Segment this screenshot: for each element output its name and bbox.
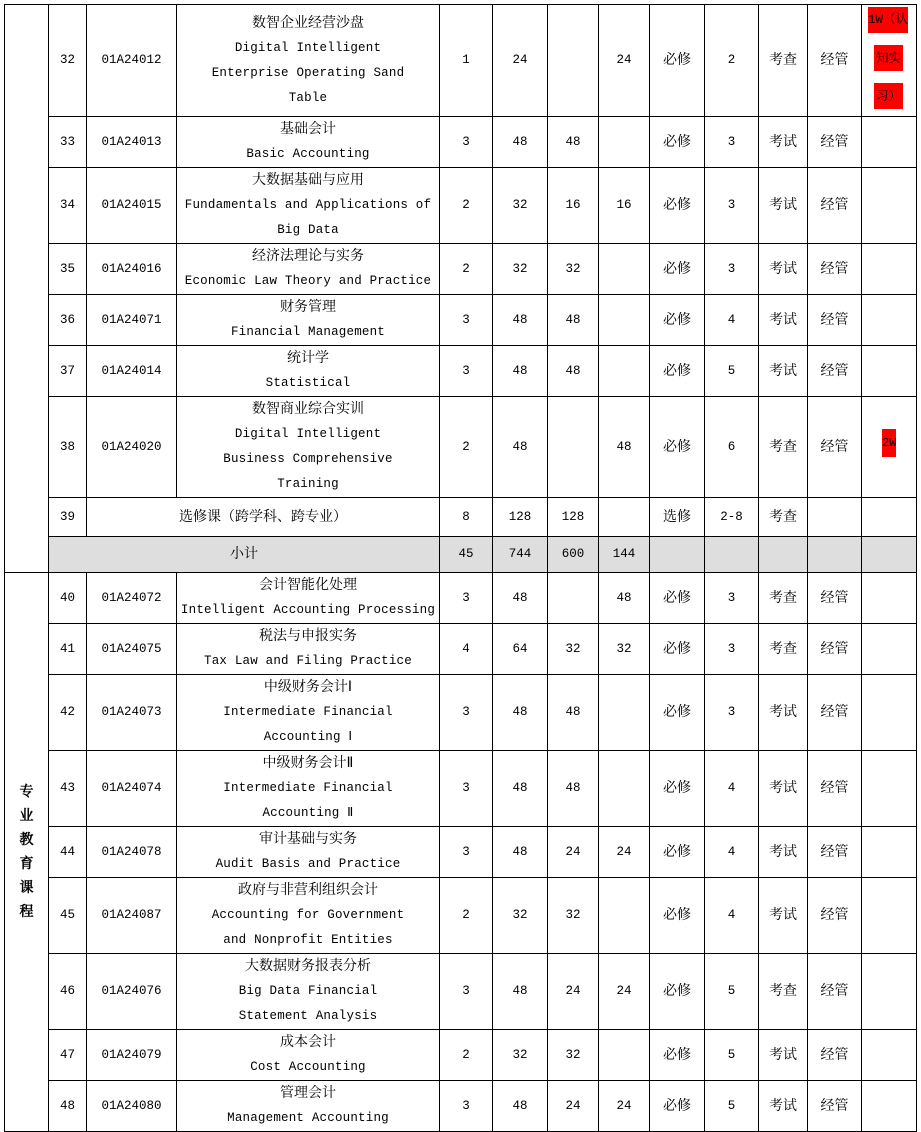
note-cell [862,1081,917,1132]
semester: 3 [705,117,759,168]
table-row [5,1030,917,1081]
course-name-en: Big Data Financial Statement Analysis [238,984,378,1023]
course-name-en: Accounting for Government and Nonprofit Entities [211,908,405,947]
practice-hours [599,117,650,168]
row-number: 44 [49,827,87,878]
credits: 3 [440,827,493,878]
course-code: 01A24071 [87,295,177,346]
practice-hours [599,675,650,751]
department: 经管 [808,168,862,244]
semester: 3 [705,168,759,244]
row-number: 45 [49,878,87,954]
row-number: 37 [49,346,87,397]
table-row [5,346,917,397]
credits: 8 [440,498,493,537]
credits: 3 [440,346,493,397]
course-name-en: Financial Management [230,325,386,339]
table-row [5,573,917,624]
course-name-en: Intermediate Financial Accounting Ⅰ [223,705,393,744]
assessment: 考试 [759,244,808,295]
course-name-en: Economic Law Theory and Practice [184,274,432,288]
credits: 3 [440,1081,493,1132]
course-name-cn: 政府与非营利组织会计 [238,882,378,898]
assessment: 考查 [759,624,808,675]
course-name-en: Management Accounting [227,1111,389,1125]
total-hours: 64 [493,624,548,675]
practice-hours [599,1030,650,1081]
category-text: 专业教育课程 [19,783,34,920]
credits: 2 [440,1030,493,1081]
credits: 2 [440,244,493,295]
course-name-cn: 税法与申报实务 [259,628,357,644]
course-type: 必修 [650,954,705,1030]
course-name-cell [177,1081,440,1132]
practice-hours: 24 [599,1081,650,1132]
theory-hours: 32 [548,624,599,675]
total-hours: 48 [493,295,548,346]
course-code: 01A24013 [87,117,177,168]
course-type: 选修 [650,498,705,537]
note-cell [862,954,917,1030]
note-cell [862,498,917,537]
subtotal-practice: 144 [599,537,650,573]
total-hours: 48 [493,346,548,397]
assessment: 考试 [759,878,808,954]
course-name-en: Statistical [265,376,351,390]
credits: 2 [440,168,493,244]
department: 经管 [808,751,862,827]
table-row [5,878,917,954]
subtotal-empty [862,537,917,573]
course-name-cell [177,675,440,751]
table-row [5,168,917,244]
course-name-en: Audit Basis and Practice [215,857,401,871]
practice-hours [599,244,650,295]
semester: 6 [705,397,759,498]
subtotal-theory: 600 [548,537,599,573]
course-code: 01A24012 [87,5,177,117]
course-type: 必修 [650,244,705,295]
course-code: 01A24072 [87,573,177,624]
semester: 5 [705,1081,759,1132]
theory-hours [548,573,599,624]
table-row [5,675,917,751]
row-number: 34 [49,168,87,244]
assessment: 考试 [759,346,808,397]
row-number: 47 [49,1030,87,1081]
note-cell [862,573,917,624]
semester: 5 [705,954,759,1030]
row-number: 40 [49,573,87,624]
course-name-cell [177,878,440,954]
course-table [4,4,917,1132]
row-number: 38 [49,397,87,498]
course-code: 01A24079 [87,1030,177,1081]
course-name-en: Basic Accounting [246,147,370,161]
subtotal-hours: 744 [493,537,548,573]
table-row [5,827,917,878]
total-hours: 48 [493,751,548,827]
department: 经管 [808,878,862,954]
course-name-en: Digital Intelligent Enterprise Operating Sand Table [211,40,405,105]
row-number: 36 [49,295,87,346]
course-type: 必修 [650,573,705,624]
department: 经管 [808,346,862,397]
note-highlight: 习） [874,83,903,109]
theory-hours: 48 [548,346,599,397]
row-number: 48 [49,1081,87,1132]
semester: 3 [705,675,759,751]
course-type: 必修 [650,295,705,346]
table-row [5,751,917,827]
course-code: 01A24075 [87,624,177,675]
course-type: 必修 [650,346,705,397]
practice-hours [599,295,650,346]
department: 经管 [808,1030,862,1081]
course-type: 必修 [650,878,705,954]
theory-hours: 48 [548,751,599,827]
note-cell [862,675,917,751]
course-code: 01A24074 [87,751,177,827]
course-name-cn: 会计智能化处理 [259,577,357,593]
department [808,498,862,537]
course-code: 01A24078 [87,827,177,878]
theory-hours [548,397,599,498]
course-name-cn: 数智商业综合实训 [252,401,364,417]
row-number: 41 [49,624,87,675]
note-highlight: 2W [882,429,896,457]
theory-hours: 24 [548,827,599,878]
assessment: 考试 [759,675,808,751]
assessment: 考试 [759,1081,808,1132]
table-row [5,1081,917,1132]
course-name-cn: 大数据财务报表分析 [245,958,371,974]
practice-hours: 48 [599,573,650,624]
department: 经管 [808,295,862,346]
category-cell-empty [5,5,49,573]
course-name-cell [177,624,440,675]
table-row [5,397,917,498]
row-number: 33 [49,117,87,168]
course-name-cn: 成本会计 [280,1034,336,1050]
course-name-cn: 基础会计 [280,121,336,137]
department: 经管 [808,5,862,117]
course-type: 必修 [650,751,705,827]
course-type: 必修 [650,117,705,168]
course-code: 01A24076 [87,954,177,1030]
credits: 1 [440,5,493,117]
row-number: 46 [49,954,87,1030]
course-code: 01A24087 [87,878,177,954]
total-hours: 48 [493,1081,548,1132]
practice-hours [599,346,650,397]
practice-hours: 24 [599,827,650,878]
row-number: 39 [49,498,87,537]
table-row [5,498,917,537]
semester: 5 [705,1030,759,1081]
total-hours: 24 [493,5,548,117]
department: 经管 [808,827,862,878]
course-name-cell [177,244,440,295]
course-name-cell [177,117,440,168]
row-number: 43 [49,751,87,827]
course-name-cn: 数智企业经营沙盘 [252,14,364,31]
course-name-cell [177,827,440,878]
total-hours: 48 [493,117,548,168]
course-type: 必修 [650,5,705,117]
practice-hours: 32 [599,624,650,675]
semester: 2-8 [705,498,759,537]
credits: 3 [440,751,493,827]
course-code: 01A24015 [87,168,177,244]
note-cell [862,827,917,878]
semester: 4 [705,827,759,878]
note-cell [862,751,917,827]
course-name-en: Intelligent Accounting Processing [180,603,436,617]
subtotal-credits: 45 [440,537,493,573]
course-name-cn: 选修课（跨学科、跨专业） [87,498,440,537]
department: 经管 [808,244,862,295]
total-hours: 128 [493,498,548,537]
department: 经管 [808,1081,862,1132]
assessment: 考查 [759,397,808,498]
credits: 3 [440,954,493,1030]
course-code: 01A24014 [87,346,177,397]
credits: 3 [440,675,493,751]
subtotal-empty [650,537,705,573]
course-name-cn: 财务管理 [280,299,336,315]
semester: 3 [705,244,759,295]
course-code: 01A24080 [87,1081,177,1132]
row-number: 42 [49,675,87,751]
department: 经管 [808,954,862,1030]
course-name-en: Intermediate Financial Accounting Ⅱ [223,781,393,820]
theory-hours: 32 [548,244,599,295]
table-row [5,295,917,346]
table-row [5,244,917,295]
semester: 4 [705,295,759,346]
table-row [5,5,917,117]
total-hours: 32 [493,244,548,295]
course-name-cn: 审计基础与实务 [259,831,357,847]
theory-hours: 32 [548,878,599,954]
total-hours: 32 [493,1030,548,1081]
subtotal-empty [705,537,759,573]
assessment: 考试 [759,117,808,168]
course-type: 必修 [650,1030,705,1081]
practice-hours [599,878,650,954]
course-name-cell [177,168,440,244]
row-number: 35 [49,244,87,295]
department: 经管 [808,573,862,624]
theory-hours: 24 [548,1081,599,1132]
assessment: 考试 [759,827,808,878]
note-cell [862,1030,917,1081]
subtotal-label: 小计 [49,537,440,573]
table-row [5,117,917,168]
total-hours: 48 [493,397,548,498]
credits: 3 [440,573,493,624]
practice-hours: 24 [599,954,650,1030]
department: 经管 [808,675,862,751]
course-name-cell [177,397,440,498]
total-hours: 48 [493,675,548,751]
assessment: 考试 [759,168,808,244]
theory-hours: 16 [548,168,599,244]
subtotal-empty [759,537,808,573]
department: 经管 [808,624,862,675]
table-row [5,954,917,1030]
course-type: 必修 [650,168,705,244]
credits: 4 [440,624,493,675]
course-name-cn: 统计学 [287,350,329,366]
course-type: 必修 [650,397,705,498]
course-name-cell [177,954,440,1030]
assessment: 考查 [759,573,808,624]
theory-hours: 128 [548,498,599,537]
theory-hours [548,5,599,117]
theory-hours: 24 [548,954,599,1030]
course-name-en: Cost Accounting [250,1060,366,1074]
semester: 4 [705,878,759,954]
subtotal-row [5,537,917,573]
credits: 3 [440,117,493,168]
note-highlight: 知实 [874,45,903,71]
course-type: 必修 [650,675,705,751]
note-highlight: 1W（认 [868,7,908,33]
theory-hours: 32 [548,1030,599,1081]
note-cell [862,168,917,244]
course-type: 必修 [650,1081,705,1132]
note-cell [862,397,917,498]
course-name-cn: 管理会计 [280,1085,336,1101]
semester: 3 [705,573,759,624]
course-name-cell [177,1030,440,1081]
total-hours: 48 [493,954,548,1030]
course-code: 01A24016 [87,244,177,295]
total-hours: 48 [493,573,548,624]
table-row [5,624,917,675]
note-cell [862,624,917,675]
theory-hours: 48 [548,675,599,751]
row-number: 32 [49,5,87,117]
total-hours: 32 [493,168,548,244]
course-name-cn: 大数据基础与应用 [252,172,364,188]
assessment: 考查 [759,5,808,117]
subtotal-empty [808,537,862,573]
course-name-en: Fundamentals and Applications of Big Data [184,198,432,237]
assessment: 考查 [759,954,808,1030]
practice-hours: 24 [599,5,650,117]
course-name-cell [177,751,440,827]
credits: 2 [440,878,493,954]
semester: 4 [705,751,759,827]
course-name-cn: 中级财务会计Ⅱ [262,755,354,771]
course-code: 01A24073 [87,675,177,751]
semester: 5 [705,346,759,397]
course-name-cell [177,5,440,117]
assessment: 考试 [759,295,808,346]
practice-hours [599,498,650,537]
course-code: 01A24020 [87,397,177,498]
course-name-cell [177,346,440,397]
category-label [5,573,49,1132]
practice-hours [599,751,650,827]
note-cell [862,346,917,397]
course-name-cn: 中级财务会计Ⅰ [263,679,353,695]
theory-hours: 48 [548,117,599,168]
department: 经管 [808,117,862,168]
assessment: 考试 [759,751,808,827]
credits: 3 [440,295,493,346]
note-cell [862,117,917,168]
total-hours: 48 [493,827,548,878]
course-type: 必修 [650,827,705,878]
note-cell [862,244,917,295]
semester: 3 [705,624,759,675]
practice-hours: 16 [599,168,650,244]
practice-hours: 48 [599,397,650,498]
semester: 2 [705,5,759,117]
course-type: 必修 [650,624,705,675]
note-cell [862,878,917,954]
course-name-cell [177,295,440,346]
course-name-en: Tax Law and Filing Practice [204,654,412,668]
theory-hours: 48 [548,295,599,346]
note-cell [862,295,917,346]
department: 经管 [808,397,862,498]
assessment: 考查 [759,498,808,537]
course-name-en: Digital Intelligent Business Comprehensive Training [223,427,393,491]
course-name-cell [177,573,440,624]
total-hours: 32 [493,878,548,954]
credits: 2 [440,397,493,498]
course-name-cn: 经济法理论与实务 [252,248,364,264]
assessment: 考试 [759,1030,808,1081]
note-cell [862,5,917,117]
